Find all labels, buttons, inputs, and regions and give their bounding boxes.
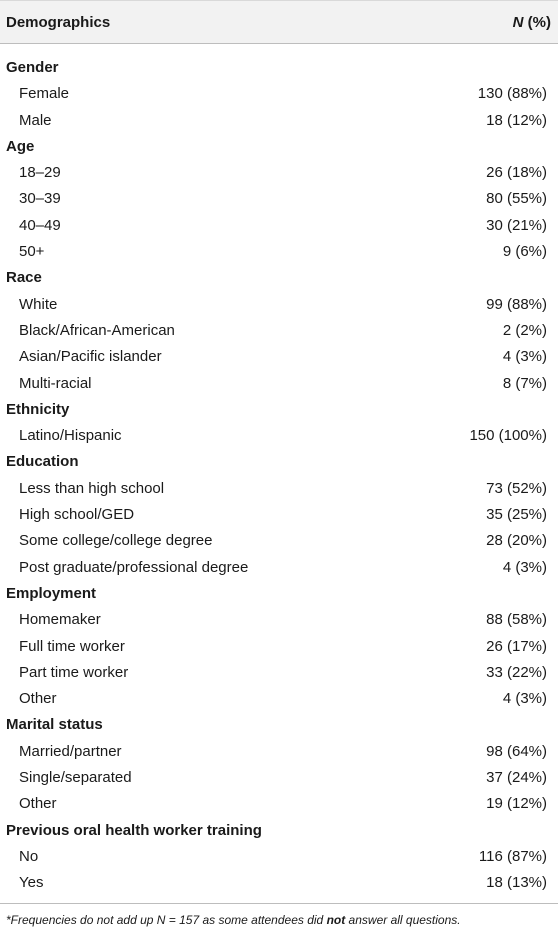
row-label: Female xyxy=(19,85,70,103)
section-label: Marital status xyxy=(6,716,103,734)
footnote-text-1: *Frequencies do not add up N = 157 as some attendees did xyxy=(6,912,327,927)
table-row xyxy=(0,739,558,765)
row-label: Part time worker xyxy=(19,663,129,681)
row-label: Single/separated xyxy=(19,769,132,787)
table-row xyxy=(0,791,558,817)
table-footnote xyxy=(0,904,558,927)
section-row xyxy=(0,397,558,423)
row-value: 99 (88%) xyxy=(486,295,547,313)
row-label: Married/partner xyxy=(19,742,122,760)
row-label: Multi-racial xyxy=(19,374,92,392)
row-label: Full time worker xyxy=(19,637,125,655)
row-label: Other xyxy=(19,690,57,708)
footnote-text-2: answer all questions. xyxy=(345,912,461,927)
section-row xyxy=(0,449,558,475)
table-row xyxy=(0,528,558,554)
row-value: 8 (7%) xyxy=(502,374,547,392)
section-row xyxy=(0,712,558,738)
row-value: 98 (64%) xyxy=(486,742,547,760)
header-demographics: Demographics xyxy=(6,14,111,31)
row-value: 30 (21%) xyxy=(486,216,547,234)
row-label: Asian/Pacific islander xyxy=(19,348,162,366)
row-label: 18–29 xyxy=(19,164,61,182)
row-value: 4 (3%) xyxy=(502,558,547,576)
row-value: 26 (17%) xyxy=(486,637,547,655)
row-value: 19 (12%) xyxy=(486,795,547,813)
table-row xyxy=(0,344,558,370)
table-row xyxy=(0,502,558,528)
header-n: N xyxy=(512,14,524,31)
row-label: No xyxy=(19,847,39,865)
table-row xyxy=(0,634,558,660)
row-label: Yes xyxy=(19,874,44,892)
row-label: 40–49 xyxy=(19,216,61,234)
section-label: Gender xyxy=(6,59,59,76)
table-row xyxy=(0,213,558,239)
table-row xyxy=(0,660,558,686)
row-label: White xyxy=(19,295,58,313)
section-label: Employment xyxy=(6,584,97,602)
row-value: 9 (6%) xyxy=(502,243,547,261)
section-label: Previous oral health worker training xyxy=(6,821,262,839)
header-n-percent xyxy=(513,14,551,31)
table-row xyxy=(0,81,558,107)
section-label: Age xyxy=(6,137,35,155)
section-label: Education xyxy=(6,453,79,471)
table-body xyxy=(0,44,558,897)
table-row xyxy=(0,292,558,318)
table-row xyxy=(0,108,558,134)
table-row xyxy=(0,423,558,449)
row-value: 2 (2%) xyxy=(502,321,547,339)
table-row xyxy=(0,555,558,581)
table-row xyxy=(0,239,558,265)
row-label: 30–39 xyxy=(19,190,61,208)
row-label: Some college/college degree xyxy=(19,532,213,550)
row-value: 18 (13%) xyxy=(486,874,547,892)
table-row xyxy=(0,476,558,502)
table-row xyxy=(0,607,558,633)
row-label: Latino/Hispanic xyxy=(19,427,122,445)
row-label: Black/African-American xyxy=(19,321,175,339)
row-value: 33 (22%) xyxy=(486,663,547,681)
row-label: High school/GED xyxy=(19,506,135,524)
table-row xyxy=(0,686,558,712)
row-label: Less than high school xyxy=(19,479,165,497)
row-value: 28 (20%) xyxy=(486,532,547,550)
row-value: 116 (87%) xyxy=(478,847,547,865)
header-percent: (%) xyxy=(527,14,551,31)
row-label: Post graduate/professional degree xyxy=(19,558,249,576)
row-label: 50+ xyxy=(19,243,45,261)
section-row xyxy=(0,134,558,160)
row-value: 4 (3%) xyxy=(502,348,547,366)
table-row xyxy=(0,765,558,791)
table-row xyxy=(0,160,558,186)
table-row xyxy=(0,318,558,344)
row-value: 130 (88%) xyxy=(477,85,547,103)
row-value: 150 (100%) xyxy=(469,427,547,445)
table-row xyxy=(0,186,558,212)
row-value: 18 (12%) xyxy=(486,111,547,129)
table-row xyxy=(0,844,558,870)
row-value: 88 (58%) xyxy=(486,611,547,629)
table-header xyxy=(0,0,558,44)
section-row xyxy=(0,55,558,81)
section-row xyxy=(0,818,558,844)
row-value: 4 (3%) xyxy=(502,690,547,708)
row-label: Other xyxy=(19,795,57,813)
row-value: 37 (24%) xyxy=(486,769,547,787)
row-value: 73 (52%) xyxy=(486,479,547,497)
section-row xyxy=(0,581,558,607)
row-value: 26 (18%) xyxy=(486,164,547,182)
row-value: 80 (55%) xyxy=(486,190,547,208)
table-row xyxy=(0,371,558,397)
row-value: 35 (25%) xyxy=(486,506,547,524)
table-row xyxy=(0,870,558,896)
row-label: Homemaker xyxy=(19,611,101,629)
footnote-bold: not xyxy=(326,912,346,927)
section-row xyxy=(0,265,558,291)
section-label: Race xyxy=(6,269,42,287)
row-label: Male xyxy=(19,111,52,129)
section-label: Ethnicity xyxy=(6,400,70,418)
